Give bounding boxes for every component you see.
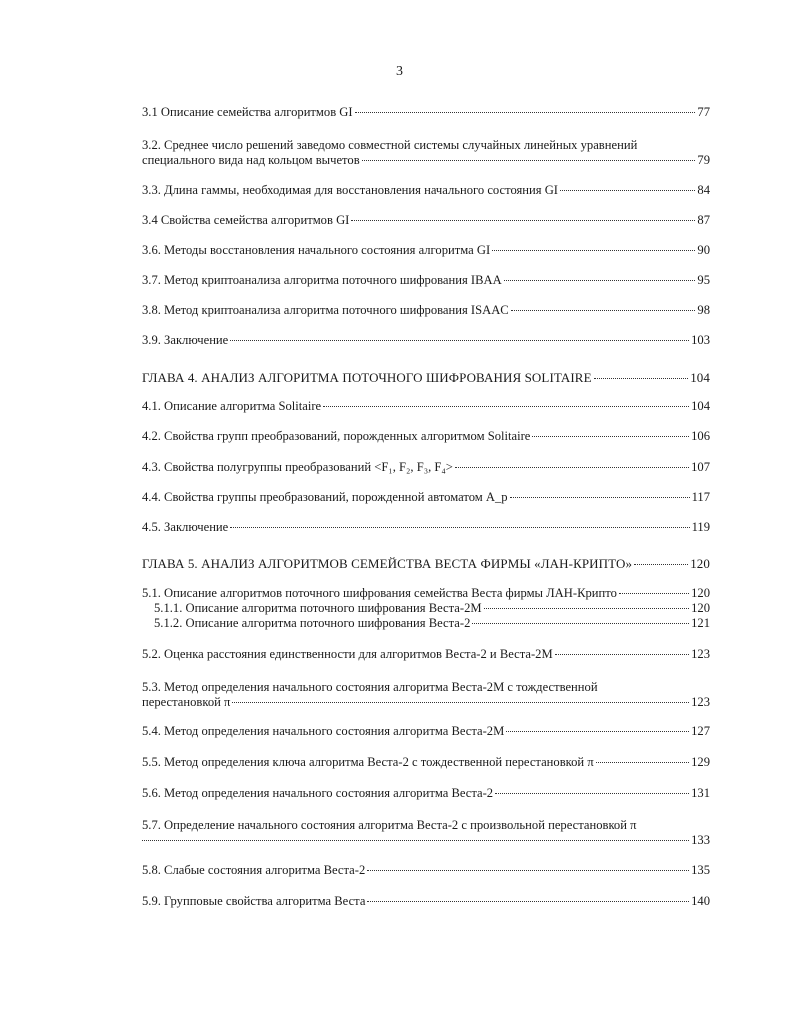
toc-title: 3.8. Метод криптоанализа алгоритма поточного шифрования ISAAC: [142, 303, 509, 317]
leader-dots: [323, 406, 689, 407]
toc-title-continued: перестановкой π: [142, 695, 231, 709]
toc-entry[interactable]: [142, 647, 710, 662]
toc-entry[interactable]: [142, 303, 710, 318]
leader-dots: [492, 250, 695, 251]
toc-title: 5.4. Метод определения начального состояния алгоритма Веста-2М: [142, 724, 505, 738]
leader-dots: [355, 112, 696, 113]
toc-entry[interactable]: [142, 490, 710, 505]
toc-entry[interactable]: [142, 273, 710, 288]
toc-page: 77: [697, 105, 710, 119]
toc-page: 129: [691, 755, 710, 769]
toc-page: 79: [697, 153, 710, 167]
leader-dots: [484, 608, 690, 609]
leader-dots: [511, 310, 696, 311]
toc-title: 3.4 Свойства семейства алгоритмов GI: [142, 213, 350, 227]
toc-page: 131: [691, 786, 710, 800]
toc-title: 5.9. Групповые свойства алгоритма Веста: [142, 894, 366, 908]
page-number: 3: [396, 64, 403, 79]
leader-dots: [472, 623, 689, 624]
leader-dots: [634, 564, 688, 565]
toc-page: 104: [691, 399, 710, 413]
toc-title: 3.7. Метод криптоанализа алгоритма поточного шифрования IBAA: [142, 273, 502, 287]
toc-page: 140: [691, 894, 710, 908]
toc-title: 5.1. Описание алгоритмов поточного шифрования семейства Веста фирмы ЛАН-Крипто: [142, 586, 617, 600]
leader-dots: [560, 190, 695, 191]
toc-title: 4.5. Заключение: [142, 520, 229, 534]
leader-dots: [555, 654, 689, 655]
toc-title: 5.1.2. Описание алгоритма поточного шифрования Веста-2: [154, 616, 471, 630]
toc-page: 123: [691, 647, 710, 661]
toc-entry[interactable]: [142, 429, 710, 444]
toc-page: 120: [690, 556, 710, 571]
toc-subentry[interactable]: [142, 616, 710, 631]
toc-title: 5.2. Оценка расстояния единственности для алгоритмов Веста-2 и Веста-2М: [142, 647, 553, 661]
toc-chapter-title: ГЛАВА 4. АНАЛИЗ АЛГОРИТМА ПОТОЧНОГО ШИФРОВАНИЯ SOLITAIRE: [142, 370, 592, 385]
toc-entry[interactable]: [142, 213, 710, 228]
toc-title: 4.4. Свойства группы преобразований, порожденной автоматом A_p: [142, 490, 508, 504]
toc-page: 104: [690, 370, 710, 385]
leader-dots: [232, 702, 689, 703]
toc-chapter-entry[interactable]: [142, 556, 710, 571]
toc-page: 119: [691, 520, 710, 534]
toc-entry[interactable]: [142, 138, 710, 168]
toc-page: 121: [691, 616, 710, 630]
toc-entry[interactable]: [142, 586, 710, 631]
toc-chapter-title: ГЛАВА 5. АНАЛИЗ АЛГОРИТМОВ СЕМЕЙСТВА ВЕСТА ФИРМЫ «ЛАН-КРИПТО»: [142, 556, 633, 571]
toc-page: 133: [691, 833, 710, 847]
leader-dots: [367, 901, 689, 902]
toc-page: 120: [691, 601, 710, 615]
leader-dots: [230, 527, 689, 528]
toc-entry[interactable]: [142, 894, 710, 909]
leader-dots: [367, 870, 689, 871]
toc-page: 127: [691, 724, 710, 738]
toc-page: 84: [697, 183, 710, 197]
leader-dots: [504, 280, 696, 281]
toc-title: 3.2. Среднее число решений заведомо совместной системы случайных линейных уравнений: [142, 138, 638, 152]
toc-page: 135: [691, 863, 710, 877]
leader-dots: [455, 467, 689, 468]
toc-entry[interactable]: [142, 460, 710, 475]
leader-dots: [142, 840, 689, 841]
toc-page: 90: [697, 243, 710, 257]
toc-page: 107: [691, 460, 710, 474]
toc-title: 4.1. Описание алгоритма Solitaire: [142, 399, 322, 413]
toc-title: 3.6. Методы восстановления начального состояния алгоритма GI: [142, 243, 491, 257]
leader-dots: [532, 436, 689, 437]
toc-page: 95: [697, 273, 710, 287]
toc-entry[interactable]: [142, 399, 710, 414]
leader-dots: [510, 497, 690, 498]
leader-dots: [230, 340, 689, 341]
toc-page: 87: [697, 213, 710, 227]
toc-entry[interactable]: [142, 105, 710, 120]
toc-title: 5.6. Метод определения начального состояния алгоритма Веста-2: [142, 786, 494, 800]
toc-title: 3.9. Заключение: [142, 333, 229, 347]
leader-dots: [594, 378, 689, 379]
leader-dots: [596, 762, 689, 763]
toc-title: 5.3. Метод определения начального состояния алгоритма Веста-2М с тождественной: [142, 680, 598, 694]
toc-page: 103: [691, 333, 710, 347]
toc-title: 4.3. Свойства полугруппы преобразований <F₁, F₂, F₃, F₄>: [142, 460, 453, 474]
toc-title: 5.8. Слабые состояния алгоритма Веста-2: [142, 863, 366, 877]
leader-dots: [506, 731, 689, 732]
toc-entry[interactable]: [142, 680, 710, 710]
toc-title: 3.1 Описание семейства алгоритмов GI: [142, 105, 353, 119]
toc-page: 123: [691, 695, 710, 709]
leader-dots: [495, 793, 689, 794]
toc-subentry[interactable]: [142, 601, 710, 616]
toc-title: 5.7. Определение начального состояния алгоритма Веста-2 с произвольной перестановкой π: [142, 818, 637, 832]
toc-title: 3.3. Длина гаммы, необходимая для восстановления начального состояния GI: [142, 183, 558, 197]
toc-page: 98: [697, 303, 710, 317]
toc-entry[interactable]: [142, 724, 710, 739]
toc-page: 106: [691, 429, 710, 443]
toc-entry[interactable]: [142, 755, 710, 770]
toc-entry[interactable]: [142, 818, 710, 848]
toc-entry[interactable]: [142, 243, 710, 258]
toc-title: 5.5. Метод определения ключа алгоритма Веста-2 с тождественной перестановкой π: [142, 755, 594, 769]
toc-page: 117: [691, 490, 710, 504]
leader-dots: [619, 593, 689, 594]
leader-dots: [362, 160, 696, 161]
toc-entry[interactable]: [142, 183, 710, 198]
toc-chapter-entry[interactable]: [142, 370, 710, 385]
toc-title: 4.2. Свойства групп преобразований, порожденных алгоритмом Solitaire: [142, 429, 531, 443]
toc-title: 5.1.1. Описание алгоритма поточного шифрования Веста-2М: [154, 601, 482, 615]
toc-entry[interactable]: [142, 520, 710, 535]
leader-dots: [351, 220, 695, 221]
toc-entry[interactable]: [142, 786, 710, 801]
toc-page: 120: [691, 586, 710, 600]
toc-entry[interactable]: [142, 863, 710, 878]
toc-entry[interactable]: [142, 333, 710, 348]
toc-title-continued: специального вида над кольцом вычетов: [142, 153, 360, 167]
